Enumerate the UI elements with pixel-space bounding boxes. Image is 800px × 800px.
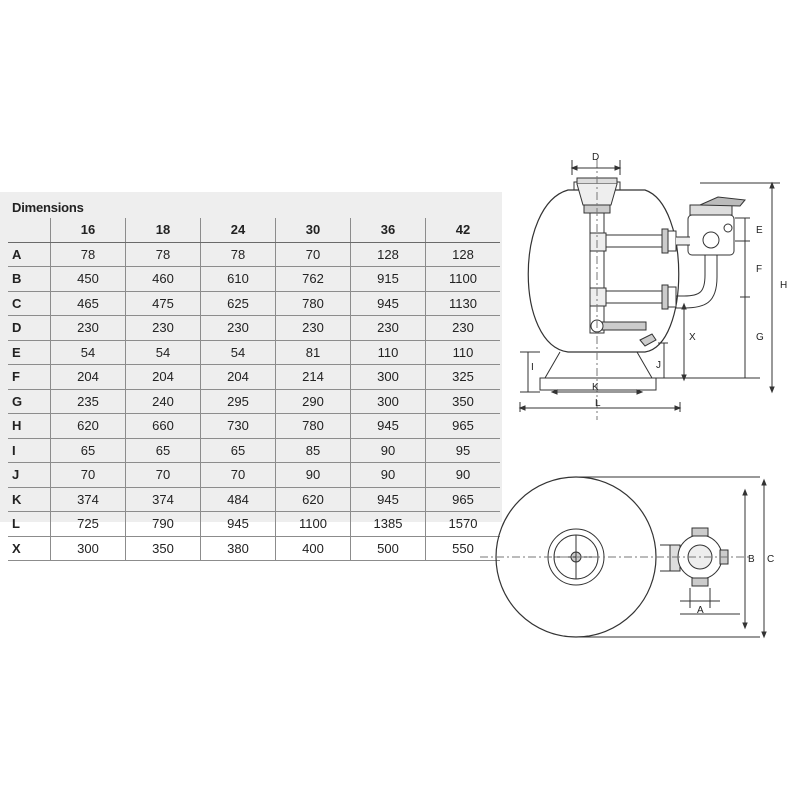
table-cell: 70 xyxy=(276,242,351,267)
table-cell: 300 xyxy=(351,389,426,414)
label-h: H xyxy=(780,280,788,291)
table-cell: 374 xyxy=(126,487,201,512)
row-label: E xyxy=(8,340,51,365)
table-cell: 460 xyxy=(126,267,201,292)
table-cell: 780 xyxy=(276,414,351,439)
table-cell: 54 xyxy=(51,340,126,365)
table-cell: 240 xyxy=(126,389,201,414)
table-cell: 325 xyxy=(426,365,501,390)
table-cell: 54 xyxy=(126,340,201,365)
table-cell: 374 xyxy=(51,487,126,512)
label-c: C xyxy=(767,554,775,565)
filter-side-view xyxy=(520,160,780,420)
row-label: I xyxy=(8,438,51,463)
label-b: B xyxy=(748,554,755,565)
row-label: G xyxy=(8,389,51,414)
table-cell: 65 xyxy=(126,438,201,463)
table-cell: 780 xyxy=(276,291,351,316)
table-cell: 204 xyxy=(126,365,201,390)
label-k: K xyxy=(592,382,599,393)
table-cell: 230 xyxy=(351,316,426,341)
table-cell: 945 xyxy=(351,291,426,316)
table-cell: 500 xyxy=(351,536,426,561)
table-cell: 620 xyxy=(276,487,351,512)
dimensions-title: Dimensions xyxy=(12,200,84,215)
label-j: J xyxy=(656,360,661,371)
table-cell: 204 xyxy=(201,365,276,390)
table-cell: 90 xyxy=(351,438,426,463)
label-l: L xyxy=(595,398,601,409)
table-cell: 54 xyxy=(201,340,276,365)
table-cell: 945 xyxy=(351,487,426,512)
table-cell: 965 xyxy=(426,487,501,512)
table-cell: 295 xyxy=(201,389,276,414)
table-cell: 484 xyxy=(201,487,276,512)
table-cell: 230 xyxy=(51,316,126,341)
table-cell: 78 xyxy=(51,242,126,267)
table-cell: 90 xyxy=(426,463,501,488)
table-cell: 475 xyxy=(126,291,201,316)
table-cell: 350 xyxy=(426,389,501,414)
table-cell: 762 xyxy=(276,267,351,292)
table-cell: 465 xyxy=(51,291,126,316)
row-label: K xyxy=(8,487,51,512)
column-header: 36 xyxy=(351,218,426,242)
column-header: 18 xyxy=(126,218,201,242)
table-cell: 730 xyxy=(201,414,276,439)
table-cell: 290 xyxy=(276,389,351,414)
table-cell: 110 xyxy=(351,340,426,365)
table-cell: 78 xyxy=(126,242,201,267)
table-cell: 965 xyxy=(426,414,501,439)
column-header: 16 xyxy=(51,218,126,242)
table-cell: 235 xyxy=(51,389,126,414)
table-cell: 128 xyxy=(426,242,501,267)
label-x: X xyxy=(689,332,696,343)
table-cell: 1130 xyxy=(426,291,501,316)
table-cell: 230 xyxy=(201,316,276,341)
table-cell: 660 xyxy=(126,414,201,439)
table-cell: 1570 xyxy=(426,512,501,537)
row-label: L xyxy=(8,512,51,537)
table-cell: 90 xyxy=(276,463,351,488)
table-cell: 945 xyxy=(201,512,276,537)
table-cell: 1385 xyxy=(351,512,426,537)
table-cell: 81 xyxy=(276,340,351,365)
label-a: A xyxy=(697,605,704,616)
table-cell: 204 xyxy=(51,365,126,390)
table-cell: 230 xyxy=(426,316,501,341)
table-cell: 230 xyxy=(126,316,201,341)
table-cell: 300 xyxy=(351,365,426,390)
table-cell: 65 xyxy=(201,438,276,463)
table-cell: 550 xyxy=(426,536,501,561)
table-cell: 230 xyxy=(276,316,351,341)
table-cell: 110 xyxy=(426,340,501,365)
table-cell: 65 xyxy=(51,438,126,463)
table-cell: 70 xyxy=(126,463,201,488)
row-label: A xyxy=(8,242,51,267)
column-header: 24 xyxy=(201,218,276,242)
table-cell: 1100 xyxy=(426,267,501,292)
table-cell: 85 xyxy=(276,438,351,463)
row-label: D xyxy=(8,316,51,341)
table-cell: 945 xyxy=(351,414,426,439)
table-cell: 214 xyxy=(276,365,351,390)
filter-top-view xyxy=(480,477,766,637)
table-cell: 70 xyxy=(51,463,126,488)
table-cell: 450 xyxy=(51,267,126,292)
label-f: F xyxy=(756,264,763,275)
row-label: B xyxy=(8,267,51,292)
column-header: 42 xyxy=(426,218,501,242)
table-cell: 90 xyxy=(351,463,426,488)
table-cell: 790 xyxy=(126,512,201,537)
table-cell: 380 xyxy=(201,536,276,561)
table-cell: 620 xyxy=(51,414,126,439)
label-g: G xyxy=(756,332,764,343)
table-cell: 350 xyxy=(126,536,201,561)
row-label: C xyxy=(8,291,51,316)
label-i: I xyxy=(531,362,534,373)
table-cell: 1100 xyxy=(276,512,351,537)
table-cell: 625 xyxy=(201,291,276,316)
table-cell: 70 xyxy=(201,463,276,488)
label-d: D xyxy=(592,152,600,163)
table-cell: 400 xyxy=(276,536,351,561)
table-cell: 725 xyxy=(51,512,126,537)
row-label: H xyxy=(8,414,51,439)
row-label: J xyxy=(8,463,51,488)
table-cell: 78 xyxy=(201,242,276,267)
table-cell: 610 xyxy=(201,267,276,292)
table-cell: 95 xyxy=(426,438,501,463)
row-label: X xyxy=(8,536,51,561)
table-cell: 300 xyxy=(51,536,126,561)
table-cell: 915 xyxy=(351,267,426,292)
row-label: F xyxy=(8,365,51,390)
table-cell: 128 xyxy=(351,242,426,267)
column-header: 30 xyxy=(276,218,351,242)
label-e: E xyxy=(756,225,763,236)
